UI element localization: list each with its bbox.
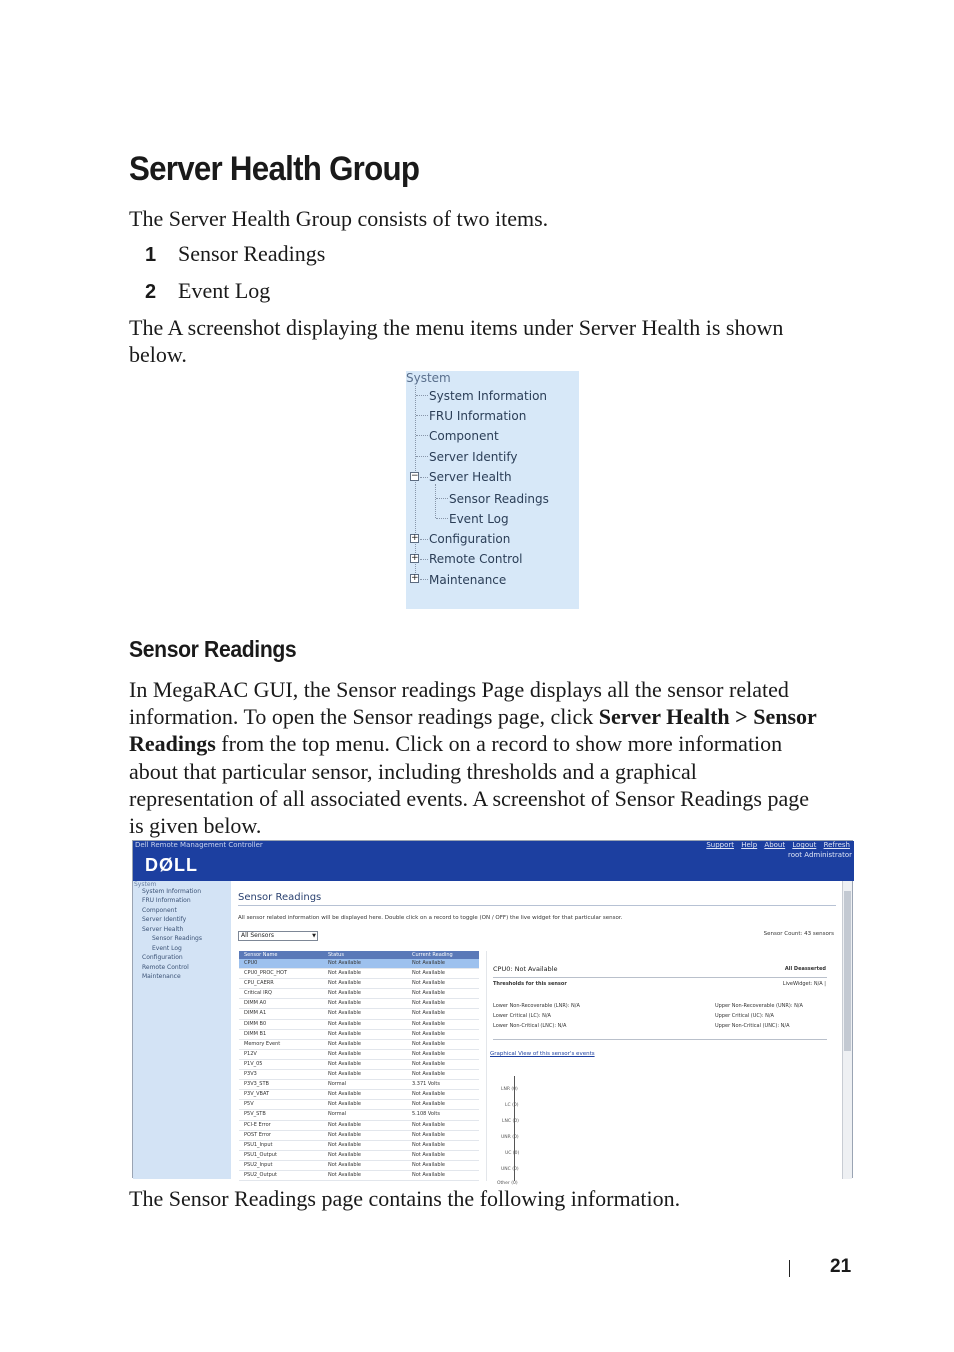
thresholds-label: Thresholds for this sensor [493, 981, 567, 987]
collapse-icon[interactable]: − [411, 471, 419, 481]
graph-label-uc: UC (0) [505, 1151, 520, 1156]
app-header [133, 841, 854, 881]
sensor-filter-select[interactable]: All Sensors ▼ [238, 931, 318, 941]
help-link[interactable]: Help [741, 841, 758, 849]
menu-node-remote-control[interactable]: Remote Control [429, 552, 523, 566]
window-title: Dell Remote Management Controller [135, 841, 263, 849]
menu-screenshot [406, 371, 579, 609]
table-row[interactable]: PCI-E Error Not Available Not Available [239, 1121, 479, 1131]
expand-icon[interactable]: + [411, 553, 419, 563]
nav-item[interactable]: System Information [142, 888, 202, 895]
nav-item[interactable]: Remote Control [142, 964, 189, 971]
nav-item[interactable]: Component [142, 907, 177, 914]
graph-link[interactable]: Graphical View of this sensor's events [490, 1051, 595, 1057]
detail-state: All Deasserted [784, 966, 826, 972]
page-description: All sensor related information will be displayed here. Double click on a record to toggle (ON / OFF) the live widget for that particular sensor. [238, 915, 623, 921]
table-row[interactable]: CPU0_PROC_HOT Not Available Not Available [239, 969, 479, 979]
dell-logo: DØLL [145, 855, 198, 875]
page-number: 21 [830, 1256, 852, 1277]
scrollbar[interactable] [842, 881, 852, 1179]
expand-icon[interactable]: + [411, 573, 419, 583]
table-row[interactable]: P5V Not Available Not Available [239, 1100, 479, 1110]
sensor-readings-screenshot [132, 840, 853, 1186]
table-header [239, 951, 479, 959]
left-nav [133, 881, 231, 1179]
top-links [701, 841, 850, 849]
menu-node-system-information[interactable]: System Information [429, 389, 548, 403]
menu-node-server-health[interactable]: Server Health [429, 470, 512, 484]
table-row[interactable]: P1V_05 Not Available Not Available [239, 1060, 479, 1070]
list-number-2: 2 [145, 281, 157, 303]
menu-node-maintenance[interactable]: Maintenance [429, 573, 507, 587]
support-link[interactable]: Support [706, 841, 734, 849]
main-content [231, 881, 844, 1186]
logout-link[interactable]: Logout [792, 841, 817, 849]
section-heading-sensor-readings: Sensor Readings [129, 636, 297, 662]
table-row[interactable]: PSU2_Output Not Available Not Available [239, 1171, 479, 1181]
table-row[interactable]: P5V_STB Normal 5.108 Volts [239, 1110, 479, 1120]
table-row[interactable]: DIMM B0 Not Available Not Available [239, 1020, 479, 1030]
table-row[interactable]: PSU1_Input Not Available Not Available [239, 1141, 479, 1151]
list-item-event-log: Event Log [178, 278, 271, 303]
table-row[interactable]: DIMM A0 Not Available Not Available [239, 999, 479, 1009]
intro-text: The Server Health Group consists of two items. [129, 206, 549, 231]
nav-root[interactable]: System [134, 881, 157, 888]
nav-item[interactable]: FRU Information [142, 897, 191, 904]
table-row[interactable]: P3V3 Not Available Not Available [239, 1070, 479, 1080]
table-row[interactable]: CPU0 Not Available Not Available [239, 959, 479, 969]
menu-node-server-identify[interactable]: Server Identify [429, 450, 518, 464]
body-line-5: representation of all associated events. A screenshot of Sensor Readings page [129, 786, 809, 811]
nav-item[interactable]: Event Log [152, 945, 182, 952]
graph-label-unc: UNC (0) [501, 1167, 519, 1172]
threshold-lc: Lower Critical (LC): N/A [493, 1013, 551, 1019]
graph-label-unr: UNR (0) [501, 1135, 519, 1140]
about-link[interactable]: About [764, 841, 786, 849]
graph-label-lnc: LNC (0) [502, 1119, 519, 1124]
nav-item[interactable]: Configuration [142, 954, 183, 961]
table-row[interactable]: P12V Not Available Not Available [239, 1050, 479, 1060]
threshold-unc: Upper Non-Critical (UNC): N/A [715, 1023, 790, 1029]
live-widget-label[interactable]: LiveWidget: N/A | [782, 981, 826, 987]
nav-item[interactable]: Server Identify [142, 916, 187, 923]
threshold-uc: Upper Critical (UC): N/A [715, 1013, 774, 1019]
sensor-table [239, 951, 479, 1181]
page-title: Sensor Readings [238, 892, 322, 903]
table-row[interactable]: P3V3_STB Normal 3.371 Volts [239, 1080, 479, 1090]
table-row[interactable]: PSU1_Output Not Available Not Available [239, 1151, 479, 1161]
graph-label-other: Other (0) [497, 1181, 518, 1186]
threshold-unr: Upper Non-Recoverable (UNR): N/A [715, 1003, 803, 1009]
table-row[interactable]: POST Error Not Available Not Available [239, 1131, 479, 1141]
list-item-sensor-readings: Sensor Readings [178, 241, 326, 266]
body-line-6: is given below. [129, 813, 262, 838]
sensor-count: Sensor Count: 43 sensors [763, 931, 834, 937]
column-header[interactable]: Current Reading [412, 952, 453, 958]
page-number-divider [789, 1260, 790, 1277]
threshold-lnr: Lower Non-Recoverable (LNR): N/A [493, 1003, 580, 1009]
nav-item[interactable]: Server Health [142, 926, 184, 933]
menu-node-component[interactable]: Component [429, 429, 499, 443]
graph-label-lc: LC (0) [505, 1103, 519, 1108]
menu-node-sensor-readings[interactable]: Sensor Readings [449, 492, 549, 506]
table-row[interactable]: CPU_CAERR Not Available Not Available [239, 979, 479, 989]
detail-title: CPU0: Not Available [493, 965, 558, 973]
table-row[interactable]: P3V_VBAT Not Available Not Available [239, 1090, 479, 1100]
screenshot-intro-line-1: The A screenshot displaying the menu items under Server Health is shown [129, 315, 784, 340]
sensor-detail-panel [486, 951, 836, 1186]
column-header[interactable]: Sensor Name [244, 952, 278, 958]
body-line-2: information. To open the Sensor readings page, click Server Health > Sensor [129, 704, 817, 729]
list-number-1: 1 [145, 244, 157, 266]
graph-label-lnr: LNR (0) [501, 1087, 518, 1092]
body-line-3: Readings from the top menu. Click on a record to show more information [129, 731, 783, 756]
menu-node-configuration[interactable]: Configuration [429, 532, 511, 546]
menu-root-system: System [406, 371, 451, 385]
body-line-4: about that particular sensor, including thresholds and a graphical [129, 759, 697, 784]
table-row[interactable]: Critical IRQ Not Available Not Available [239, 989, 479, 999]
closing-text: The Sensor Readings page contains the following information. [129, 1186, 681, 1211]
expand-icon[interactable]: + [411, 533, 419, 543]
table-row[interactable]: DIMM A1 Not Available Not Available [239, 1009, 479, 1019]
page-heading: Server Health Group [129, 150, 420, 188]
body-line-1: In MegaRAC GUI, the Sensor readings Page displays all the sensor related [129, 677, 789, 702]
menu-node-event-log[interactable]: Event Log [449, 512, 509, 526]
table-row[interactable]: Memory Event Not Available Not Available [239, 1040, 479, 1050]
user-label: root Administrator [788, 851, 852, 859]
screenshot-intro-line-2: below. [129, 342, 187, 367]
nav-item[interactable]: Maintenance [142, 973, 181, 980]
table-row[interactable]: DIMM B1 Not Available Not Available [239, 1030, 479, 1040]
table-row[interactable]: PSU2_Input Not Available Not Available [239, 1161, 479, 1171]
menu-node-fru-information[interactable]: FRU Information [429, 409, 527, 423]
nav-item[interactable]: Sensor Readings [152, 935, 202, 942]
column-header[interactable]: Status [328, 952, 344, 958]
refresh-link[interactable]: Refresh [823, 841, 850, 849]
threshold-lnc: Lower Non-Critical (LNC): N/A [493, 1023, 567, 1029]
